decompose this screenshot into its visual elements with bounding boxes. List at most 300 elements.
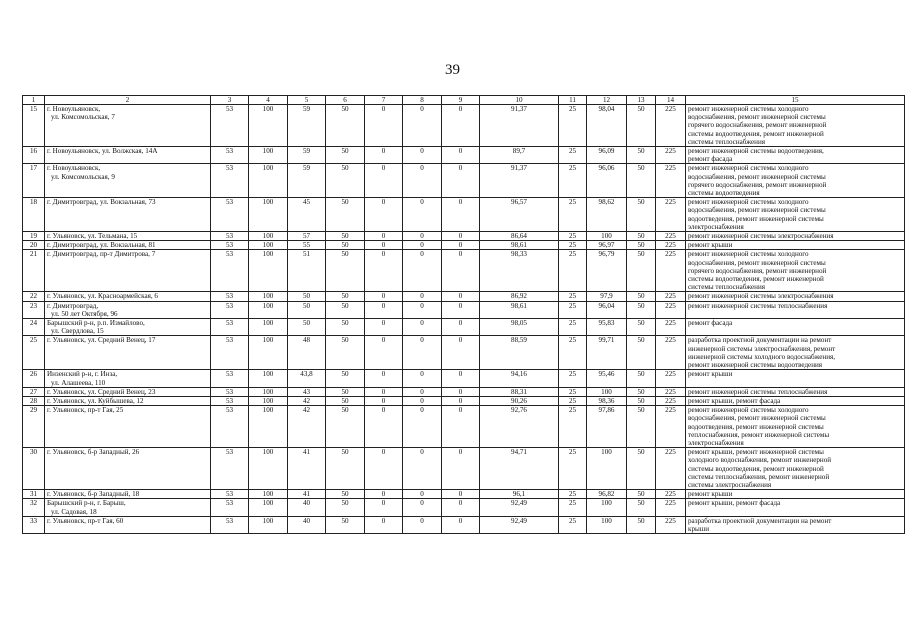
value-cell-c3: 53 — [211, 198, 249, 232]
address-cell — [45, 164, 211, 198]
row-number: 19 — [23, 232, 45, 241]
value-cell-c8: 0 — [403, 147, 442, 164]
row-number: 16 — [23, 147, 45, 164]
value-cell-c3: 53 — [211, 232, 249, 241]
value-cell-c8: 0 — [403, 250, 442, 292]
column-number: 10 — [480, 96, 559, 105]
value-cell-c14: 225 — [656, 198, 686, 232]
value-cell-c9: 0 — [442, 448, 480, 490]
value-cell-c11: 25 — [559, 292, 587, 301]
value-cell-c7: 0 — [365, 164, 403, 198]
address-cell — [45, 499, 211, 516]
work-line: водоотведения, ремонт инженерной системы — [688, 214, 824, 223]
value-cell-c3: 53 — [211, 292, 249, 301]
work-description-cell — [686, 241, 905, 250]
value-cell-c7: 0 — [365, 198, 403, 232]
value-cell-c10: 92,49 — [480, 516, 559, 533]
row-number: 26 — [23, 370, 45, 387]
value-cell-c8: 0 — [403, 319, 442, 336]
value-cell-c8: 0 — [403, 516, 442, 533]
address-cell — [45, 387, 211, 396]
column-number: 2 — [45, 96, 211, 105]
row-number: 18 — [23, 198, 45, 232]
value-cell-c4: 100 — [249, 241, 288, 250]
column-number: 7 — [365, 96, 403, 105]
value-cell-c6: 50 — [326, 319, 365, 336]
value-cell-c14: 225 — [656, 448, 686, 490]
value-cell-c6: 50 — [326, 250, 365, 292]
value-cell-c7: 0 — [365, 241, 403, 250]
value-cell-c11: 25 — [559, 319, 587, 336]
value-cell-c5: 57 — [288, 232, 326, 241]
value-cell-c12: 98,04 — [587, 105, 627, 147]
value-cell-c12: 98,62 — [587, 198, 627, 232]
value-cell-c4: 100 — [249, 292, 288, 301]
address-line: г. Новоульяновск, ул. Волжская, 14А — [47, 147, 158, 156]
value-cell-c5: 50 — [288, 319, 326, 336]
work-line: инженерной системы холодного водоснабжения, — [688, 352, 836, 361]
value-cell-c12: 99,71 — [587, 336, 627, 370]
value-cell-c7: 0 — [365, 232, 403, 241]
value-cell-c11: 25 — [559, 336, 587, 370]
address-line: г. Димитровград, ул. Вокзальная, 73 — [47, 198, 156, 207]
table-row — [23, 490, 905, 499]
work-line: ремонт инженерной системы холодного — [688, 105, 809, 113]
value-cell-c14: 225 — [656, 406, 686, 448]
row-number: 31 — [23, 490, 45, 499]
value-cell-c4: 100 — [249, 250, 288, 292]
value-cell-c8: 0 — [403, 448, 442, 490]
value-cell-c10: 89,7 — [480, 147, 559, 164]
work-line: ремонт крыши, ремонт фасада — [688, 499, 781, 508]
address-line: г. Ульяновск, б-р Западный, 18 — [47, 490, 140, 499]
work-line: системы водоотведения, ремонт инженерной — [688, 129, 824, 138]
address-line: Барышский р-н, г. Барыш, — [47, 499, 126, 508]
column-number: 9 — [442, 96, 480, 105]
value-cell-c6: 50 — [326, 336, 365, 370]
work-description-cell — [686, 319, 905, 336]
value-cell-c4: 100 — [249, 319, 288, 336]
address-cell — [45, 147, 211, 164]
work-line: водоснабжения, ремонт инженерной системы — [688, 172, 826, 181]
value-cell-c13: 50 — [627, 164, 656, 198]
address-line: г. Ульяновск, ул. Куйбышева, 12 — [47, 396, 144, 405]
value-cell-c14: 225 — [656, 301, 686, 318]
work-description-cell — [686, 147, 905, 164]
row-number: 30 — [23, 448, 45, 490]
value-cell-c11: 25 — [559, 370, 587, 387]
value-cell-c13: 50 — [627, 448, 656, 490]
value-cell-c12: 96,04 — [587, 301, 627, 318]
value-cell-c5: 55 — [288, 241, 326, 250]
value-cell-c12: 95,46 — [587, 370, 627, 387]
value-cell-c5: 50 — [288, 301, 326, 318]
work-line: водоснабжения, ремонт инженерной системы — [688, 414, 826, 423]
value-cell-c8: 0 — [403, 387, 442, 396]
value-cell-c9: 0 — [442, 250, 480, 292]
value-cell-c4: 100 — [249, 448, 288, 490]
work-line: электроснабжения — [688, 438, 744, 447]
value-cell-c11: 25 — [559, 396, 587, 405]
row-number: 33 — [23, 516, 45, 533]
work-description-cell — [686, 301, 905, 318]
row-number: 22 — [23, 292, 45, 301]
value-cell-c8: 0 — [403, 164, 442, 198]
work-line: водоснабжения, ремонт инженерной системы — [688, 206, 826, 215]
row-number: 28 — [23, 396, 45, 405]
value-cell-c3: 53 — [211, 387, 249, 396]
value-cell-c10: 96,57 — [480, 198, 559, 232]
column-number: 1 — [23, 96, 45, 105]
work-description-cell — [686, 164, 905, 198]
value-cell-c6: 50 — [326, 448, 365, 490]
address-line: г. Ульяновск, пр-т Гая, 60 — [47, 516, 124, 525]
address-line: ул. Комсомольская, 9 — [51, 172, 115, 181]
work-line: ремонт инженерной системы холодного — [688, 198, 809, 207]
column-number: 11 — [559, 96, 587, 105]
row-number: 25 — [23, 336, 45, 370]
value-cell-c13: 50 — [627, 241, 656, 250]
value-cell-c9: 0 — [442, 490, 480, 499]
value-cell-c5: 41 — [288, 448, 326, 490]
value-cell-c11: 25 — [559, 164, 587, 198]
work-line: теплоснабжения, ремонт инженерной системы — [688, 430, 830, 439]
value-cell-c3: 53 — [211, 406, 249, 448]
value-cell-c5: 48 — [288, 336, 326, 370]
column-number: 15 — [686, 96, 905, 105]
value-cell-c14: 225 — [656, 232, 686, 241]
value-cell-c10: 98,61 — [480, 241, 559, 250]
value-cell-c7: 0 — [365, 406, 403, 448]
value-cell-c6: 50 — [326, 147, 365, 164]
value-cell-c3: 53 — [211, 301, 249, 318]
value-cell-c9: 0 — [442, 301, 480, 318]
value-cell-c14: 225 — [656, 147, 686, 164]
value-cell-c10: 91,37 — [480, 105, 559, 147]
table-row — [23, 147, 905, 164]
work-line: холодного водоснабжения, ремонт инженерной — [688, 456, 832, 465]
row-number: 21 — [23, 250, 45, 292]
value-cell-c12: 100 — [587, 516, 627, 533]
work-line: ремонт инженерной системы электроснабжения — [688, 292, 834, 301]
work-line: системы теплоснабжения, ремонт инженерной — [688, 472, 830, 481]
work-line: ремонт инженерной системы холодного — [688, 250, 809, 259]
value-cell-c7: 0 — [365, 250, 403, 292]
address-cell — [45, 232, 211, 241]
address-cell — [45, 396, 211, 405]
address-cell — [45, 406, 211, 448]
value-cell-c7: 0 — [365, 490, 403, 499]
column-number-row — [23, 96, 905, 105]
value-cell-c6: 50 — [326, 105, 365, 147]
value-cell-c11: 25 — [559, 499, 587, 516]
value-cell-c11: 25 — [559, 250, 587, 292]
address-line: г. Ульяновск, ул. Средний Венец, 17 — [47, 336, 156, 345]
work-line: водоснабжения, ремонт инженерной системы — [688, 258, 826, 267]
value-cell-c4: 100 — [249, 232, 288, 241]
value-cell-c5: 59 — [288, 147, 326, 164]
column-number: 13 — [627, 96, 656, 105]
row-number: 29 — [23, 406, 45, 448]
column-number: 5 — [288, 96, 326, 105]
address-cell — [45, 301, 211, 318]
value-cell-c8: 0 — [403, 198, 442, 232]
value-cell-c11: 25 — [559, 406, 587, 448]
value-cell-c4: 100 — [249, 396, 288, 405]
address-line: г. Новоульяновск, — [47, 164, 101, 173]
address-line: ул. 50 лет Октября, 96 — [51, 309, 118, 318]
value-cell-c12: 96,79 — [587, 250, 627, 292]
value-cell-c7: 0 — [365, 448, 403, 490]
value-cell-c6: 50 — [326, 406, 365, 448]
value-cell-c10: 90,26 — [480, 396, 559, 405]
value-cell-c14: 225 — [656, 490, 686, 499]
work-description-cell — [686, 396, 905, 405]
table-row — [23, 336, 905, 370]
address-cell — [45, 241, 211, 250]
value-cell-c12: 100 — [587, 387, 627, 396]
value-cell-c14: 225 — [656, 250, 686, 292]
value-cell-c9: 0 — [442, 105, 480, 147]
table-row — [23, 370, 905, 387]
value-cell-c10: 96,1 — [480, 490, 559, 499]
value-cell-c6: 50 — [326, 198, 365, 232]
row-number: 20 — [23, 241, 45, 250]
work-line: ремонт крыши — [688, 490, 733, 499]
value-cell-c8: 0 — [403, 490, 442, 499]
value-cell-c9: 0 — [442, 406, 480, 448]
value-cell-c5: 45 — [288, 198, 326, 232]
work-line: ремонт инженерной системы водоотведения — [688, 361, 823, 370]
column-number: 6 — [326, 96, 365, 105]
value-cell-c7: 0 — [365, 370, 403, 387]
value-cell-c6: 50 — [326, 292, 365, 301]
work-line: ремонт инженерной системы холодного — [688, 406, 809, 415]
value-cell-c4: 100 — [249, 336, 288, 370]
value-cell-c9: 0 — [442, 370, 480, 387]
value-cell-c3: 53 — [211, 164, 249, 198]
value-cell-c12: 98,36 — [587, 396, 627, 405]
table-row — [23, 241, 905, 250]
value-cell-c8: 0 — [403, 292, 442, 301]
value-cell-c11: 25 — [559, 198, 587, 232]
value-cell-c8: 0 — [403, 232, 442, 241]
value-cell-c5: 43,8 — [288, 370, 326, 387]
value-cell-c8: 0 — [403, 301, 442, 318]
work-line: системы водоотведения, ремонт инженерной — [688, 464, 824, 473]
value-cell-c14: 225 — [656, 516, 686, 533]
address-cell — [45, 105, 211, 147]
value-cell-c13: 50 — [627, 250, 656, 292]
address-line: г. Димитровград, — [47, 301, 99, 310]
work-line: ремонт фасада — [688, 319, 733, 328]
value-cell-c12: 100 — [587, 232, 627, 241]
value-cell-c13: 50 — [627, 232, 656, 241]
value-cell-c12: 95,83 — [587, 319, 627, 336]
work-line: электроснабжения — [688, 222, 744, 231]
address-line: Инзенский р-н, г. Инза, — [47, 370, 118, 379]
value-cell-c4: 100 — [249, 387, 288, 396]
value-cell-c11: 25 — [559, 232, 587, 241]
value-cell-c3: 53 — [211, 516, 249, 533]
work-description-cell — [686, 370, 905, 387]
row-number: 23 — [23, 301, 45, 318]
value-cell-c13: 50 — [627, 516, 656, 533]
value-cell-c12: 100 — [587, 448, 627, 490]
address-cell — [45, 198, 211, 232]
value-cell-c10: 86,64 — [480, 232, 559, 241]
value-cell-c11: 25 — [559, 516, 587, 533]
value-cell-c4: 100 — [249, 516, 288, 533]
work-description-cell — [686, 105, 905, 147]
value-cell-c10: 98,05 — [480, 319, 559, 336]
address-line: ул. Свердлова, 15 — [51, 327, 104, 336]
table-row — [23, 164, 905, 198]
value-cell-c8: 0 — [403, 370, 442, 387]
address-cell — [45, 490, 211, 499]
value-cell-c5: 42 — [288, 406, 326, 448]
value-cell-c11: 25 — [559, 387, 587, 396]
value-cell-c13: 50 — [627, 105, 656, 147]
value-cell-c3: 53 — [211, 396, 249, 405]
value-cell-c9: 0 — [442, 387, 480, 396]
value-cell-c10: 88,59 — [480, 336, 559, 370]
work-description-cell — [686, 250, 905, 292]
value-cell-c5: 40 — [288, 499, 326, 516]
value-cell-c11: 25 — [559, 490, 587, 499]
value-cell-c8: 0 — [403, 105, 442, 147]
value-cell-c7: 0 — [365, 105, 403, 147]
value-cell-c9: 0 — [442, 164, 480, 198]
value-cell-c6: 50 — [326, 301, 365, 318]
value-cell-c11: 25 — [559, 301, 587, 318]
work-description-cell — [686, 232, 905, 241]
value-cell-c14: 225 — [656, 319, 686, 336]
address-line: г. Ульяновск, пр-т Гая, 25 — [47, 406, 124, 415]
row-number: 17 — [23, 164, 45, 198]
value-cell-c10: 92,49 — [480, 499, 559, 516]
repair-register-table — [22, 95, 905, 534]
work-line: ремонт инженерной системы электроснабжения — [688, 232, 834, 241]
value-cell-c13: 50 — [627, 319, 656, 336]
column-number: 4 — [249, 96, 288, 105]
value-cell-c13: 50 — [627, 490, 656, 499]
value-cell-c9: 0 — [442, 319, 480, 336]
value-cell-c5: 51 — [288, 250, 326, 292]
value-cell-c9: 0 — [442, 147, 480, 164]
value-cell-c14: 225 — [656, 387, 686, 396]
value-cell-c4: 100 — [249, 370, 288, 387]
column-number: 8 — [403, 96, 442, 105]
table-row — [23, 387, 905, 396]
value-cell-c5: 42 — [288, 396, 326, 405]
value-cell-c12: 96,82 — [587, 490, 627, 499]
value-cell-c6: 50 — [326, 241, 365, 250]
address-cell — [45, 319, 211, 336]
work-line: разработка проектной документации на ремонт — [688, 336, 832, 345]
work-line: горячего водоснабжения, ремонт инженерной — [688, 180, 827, 189]
address-line: Барышский р-н, р.п. Измайлово, — [47, 319, 145, 328]
address-cell — [45, 370, 211, 387]
value-cell-c11: 25 — [559, 448, 587, 490]
work-line: ремонт крыши, ремонт фасада — [688, 396, 781, 405]
table-row — [23, 301, 905, 318]
value-cell-c6: 50 — [326, 232, 365, 241]
value-cell-c4: 100 — [249, 499, 288, 516]
work-line: ремонт инженерной системы теплоснабжения — [688, 301, 828, 310]
work-description-cell — [686, 490, 905, 499]
value-cell-c3: 53 — [211, 448, 249, 490]
value-cell-c9: 0 — [442, 241, 480, 250]
address-cell — [45, 448, 211, 490]
value-cell-c3: 53 — [211, 241, 249, 250]
value-cell-c12: 96,97 — [587, 241, 627, 250]
work-line: ремонт инженерной системы водоотведения, — [688, 147, 824, 156]
value-cell-c9: 0 — [442, 198, 480, 232]
work-description-cell — [686, 292, 905, 301]
work-line: водоотведения, ремонт инженерной системы — [688, 422, 824, 431]
value-cell-c10: 98,33 — [480, 250, 559, 292]
value-cell-c4: 100 — [249, 406, 288, 448]
value-cell-c6: 50 — [326, 499, 365, 516]
value-cell-c7: 0 — [365, 387, 403, 396]
value-cell-c3: 53 — [211, 105, 249, 147]
address-line: г. Димитровград, пр-т Димитрова, 7 — [47, 250, 156, 259]
work-line: ремонт фасада — [688, 155, 733, 164]
work-description-cell — [686, 198, 905, 232]
column-number: 3 — [211, 96, 249, 105]
value-cell-c10: 92,76 — [480, 406, 559, 448]
address-line: г. Новоульяновск, — [47, 105, 101, 113]
address-line: г. Ульяновск, б-р Западный, 26 — [47, 448, 140, 457]
work-description-cell — [686, 387, 905, 396]
value-cell-c3: 53 — [211, 499, 249, 516]
value-cell-c13: 50 — [627, 396, 656, 405]
value-cell-c7: 0 — [365, 292, 403, 301]
value-cell-c13: 50 — [627, 301, 656, 318]
value-cell-c10: 88,31 — [480, 387, 559, 396]
address-cell — [45, 516, 211, 533]
value-cell-c13: 50 — [627, 406, 656, 448]
value-cell-c14: 225 — [656, 241, 686, 250]
value-cell-c6: 50 — [326, 516, 365, 533]
value-cell-c13: 50 — [627, 336, 656, 370]
value-cell-c10: 86,92 — [480, 292, 559, 301]
value-cell-c4: 100 — [249, 164, 288, 198]
value-cell-c12: 100 — [587, 499, 627, 516]
value-cell-c5: 59 — [288, 105, 326, 147]
value-cell-c9: 0 — [442, 232, 480, 241]
value-cell-c4: 100 — [249, 490, 288, 499]
value-cell-c12: 96,06 — [587, 164, 627, 198]
value-cell-c7: 0 — [365, 301, 403, 318]
value-cell-c3: 53 — [211, 147, 249, 164]
work-description-cell — [686, 499, 905, 516]
value-cell-c14: 225 — [656, 499, 686, 516]
column-number: 14 — [656, 96, 686, 105]
value-cell-c9: 0 — [442, 499, 480, 516]
value-cell-c14: 225 — [656, 370, 686, 387]
work-line: системы электроснабжения — [688, 480, 772, 489]
column-number: 12 — [587, 96, 627, 105]
work-line: системы теплоснабжения — [688, 137, 766, 146]
address-line: г. Ульяновск, ул. Тельмана, 15 — [47, 232, 138, 241]
address-cell — [45, 336, 211, 370]
work-description-cell — [686, 516, 905, 533]
value-cell-c14: 225 — [656, 396, 686, 405]
value-cell-c13: 50 — [627, 370, 656, 387]
address-line: г. Димитровград, ул. Вокзальная, 81 — [47, 241, 156, 250]
